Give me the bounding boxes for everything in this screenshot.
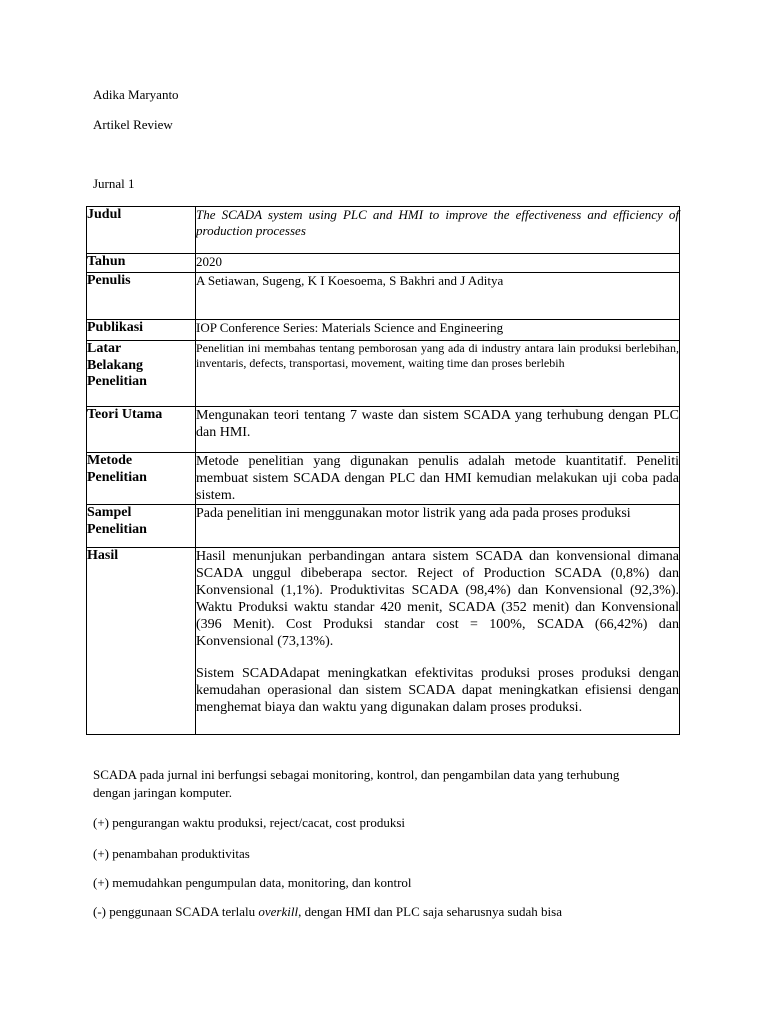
label-metode-line-1: Metode xyxy=(87,453,133,468)
label-teori-utama: Teori Utama xyxy=(87,407,196,453)
value-penulis: A Setiawan, Sugeng, K I Koesoema, S Bakhri and J Aditya xyxy=(196,273,680,320)
row-tahun xyxy=(87,254,680,273)
label-hasil: Hasil xyxy=(87,548,196,735)
author-name: Adika Maryanto xyxy=(93,87,179,102)
pro-item-3: (+) memudahkan pengumpulan data, monitoring, dan kontrol xyxy=(93,875,412,890)
row-teori-utama xyxy=(87,407,680,453)
row-hasil xyxy=(87,548,680,735)
value-sampel-penelitian: Pada penelitian ini menggunakan motor listrik yang ada pada proses produksi xyxy=(196,505,680,548)
pro-item-2: (+) penambahan produktivitas xyxy=(93,846,250,861)
label-latar-line-3: Penelitian xyxy=(87,374,147,389)
row-latar-belakang xyxy=(87,341,680,407)
value-hasil xyxy=(196,548,680,735)
label-sampel-line-1: Sampel xyxy=(87,505,132,520)
label-latar-belakang xyxy=(87,341,196,407)
value-judul: The SCADA system using PLC and HMI to improve the effectiveness and efficiency of production processes xyxy=(196,207,680,254)
con-item-1-end: , dengan HMI dan PLC saja seharusnya sudah bisa xyxy=(298,904,562,919)
con-item-1-start: (-) penggunaan SCADA terlalu xyxy=(93,904,259,919)
review-table xyxy=(86,206,680,735)
label-sampel-line-2: Penelitian xyxy=(87,521,147,537)
pro-item-1: (+) pengurangan waktu produksi, reject/cacat, cost produksi xyxy=(93,815,406,830)
summary-line-1: SCADA pada jurnal ini berfungsi sebagai monitoring, kontrol, dan pengambilan data yang terhubung xyxy=(93,767,620,782)
label-metode-line-2: Penelitian xyxy=(87,469,147,485)
value-latar-belakang: Penelitian ini membahas tentang pemborosan yang ada di industry antara lain produksi berlebihan, inventaris, defects, transportasi, movement, waiting time dan proses berlebih xyxy=(196,341,680,407)
hasil-paragraph-1: Hasil menunjukan perbandingan antara sistem SCADA dan konvensional dimana SCADA unggul dibeberapa sector. Reject of Production SCADA (0,8%) dan Konvensional (1,1%). Produktivitas SCADA (98,4%) dan Konvensional (92,3%). Waktu Produksi waktu standar 420 menit, SCADA (352 menit) dan Konvensional (396 Menit). Cost Produksi standar cost = 100%, SCADA (66,42%) dan Konvensional (73,13%). xyxy=(196,549,679,649)
label-publikasi: Publikasi xyxy=(87,320,196,341)
label-latar-line-2: Belakang xyxy=(87,357,144,373)
hasil-paragraph-2: Sistem SCADAdapat meningkatkan efektivitas produksi proses produksi dengan kemudahan operasional dan sistem SCADA dapat meningkatkan efisiensi dengan menghemat biaya dan waktu yang digunakan dalam proses produksi. xyxy=(196,666,679,715)
label-metode-penelitian xyxy=(87,453,196,505)
row-judul xyxy=(87,207,680,254)
value-metode-penelitian: Metode penelitian yang digunakan penulis adalah metode kuantitatif. Peneliti membuat sistem SCADA dengan PLC dan HMI kemudian melakukan uji coba pada sistem. xyxy=(196,454,679,503)
document-subtitle: Artikel Review xyxy=(93,117,173,132)
con-item-1-emphasis: overkill xyxy=(258,904,299,919)
row-metode-penelitian xyxy=(87,453,680,505)
row-penulis xyxy=(87,273,680,320)
value-tahun: 2020 xyxy=(196,254,680,273)
value-publikasi: IOP Conference Series: Materials Science and Engineering xyxy=(196,320,680,341)
label-latar-line-1: Latar xyxy=(87,341,122,356)
summary-line-2: dengan jaringan komputer. xyxy=(93,785,232,800)
label-judul: Judul xyxy=(87,207,196,254)
paragraph-gap xyxy=(196,650,679,665)
value-teori-utama: Mengunakan teori tentang 7 waste dan sistem SCADA yang terhubung dengan PLC dan HMI. xyxy=(196,407,680,453)
row-publikasi xyxy=(87,320,680,341)
label-tahun: Tahun xyxy=(87,254,196,273)
label-sampel-penelitian xyxy=(87,505,196,548)
con-item-1 xyxy=(93,903,562,921)
journal-heading: Jurnal 1 xyxy=(93,176,135,191)
label-penulis: Penulis xyxy=(87,273,196,320)
row-sampel-penelitian xyxy=(87,505,680,548)
